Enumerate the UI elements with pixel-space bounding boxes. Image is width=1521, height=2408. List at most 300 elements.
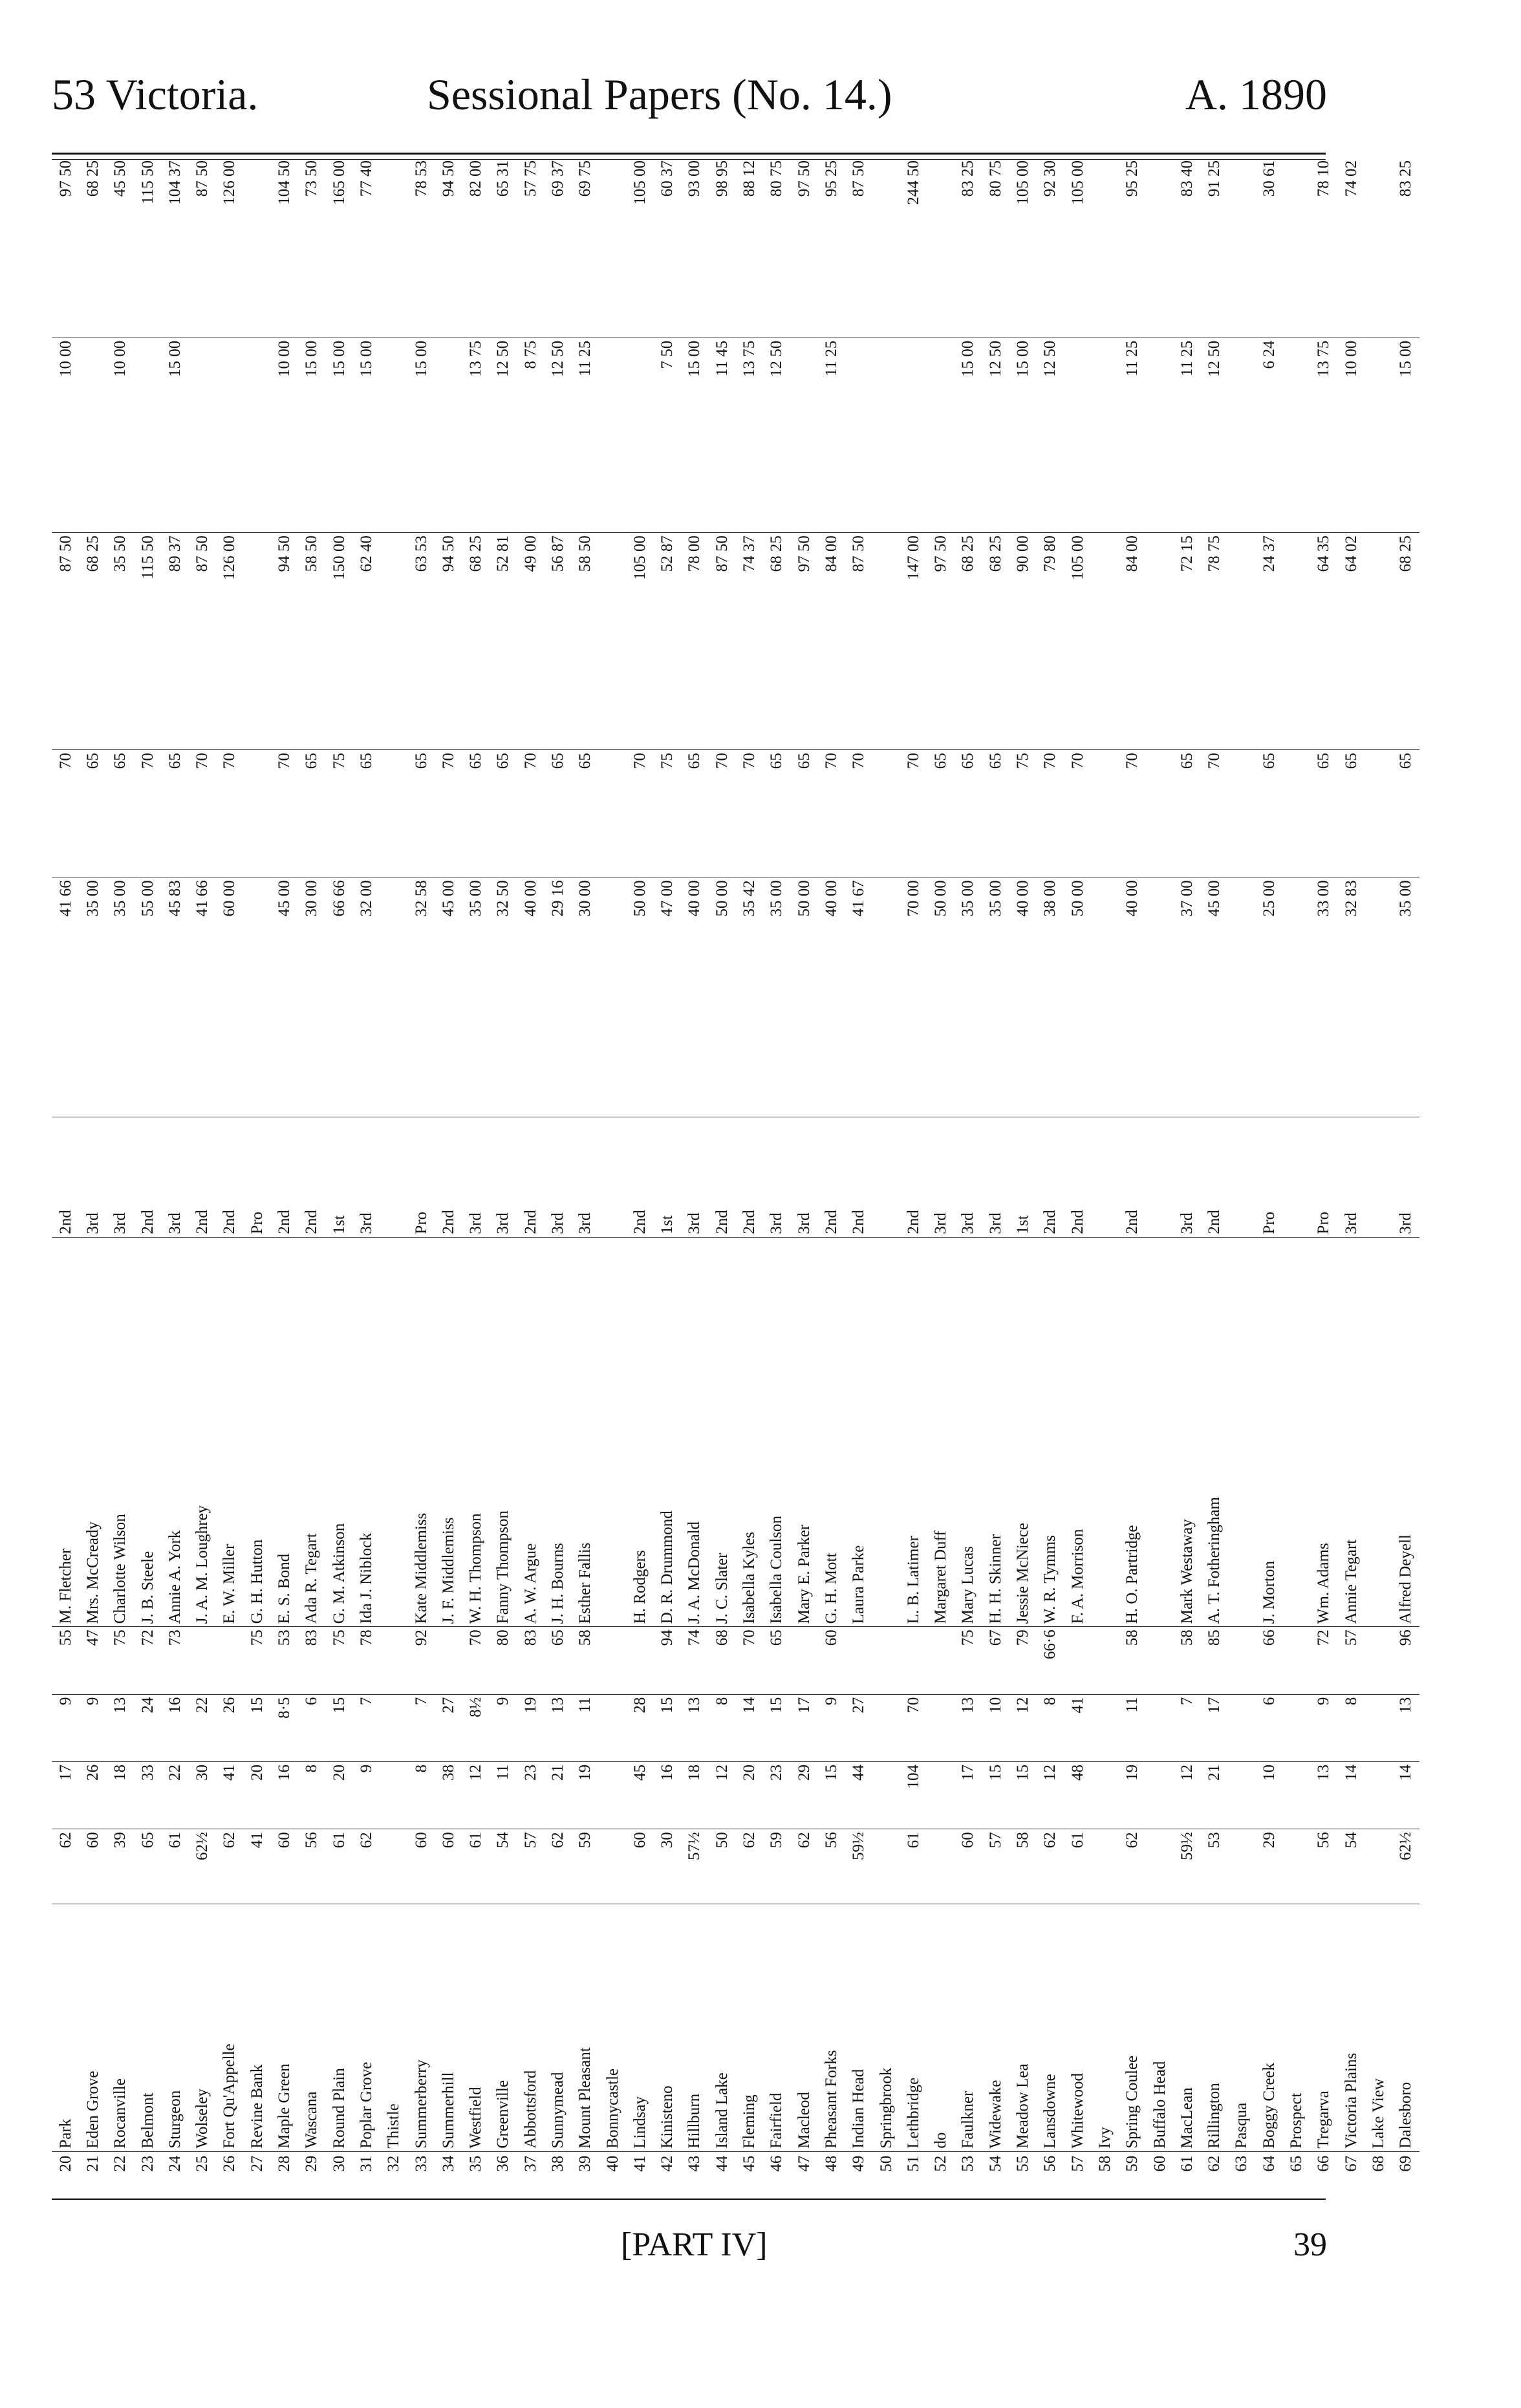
pupils-enrolled: 33: [134, 1761, 161, 1829]
table-row: [216, 158, 243, 2193]
teacher-name: [1146, 1237, 1173, 1627]
days-open: 50: [708, 1829, 735, 1904]
row-number: 68: [1369, 2155, 1387, 2172]
table-row: [134, 158, 161, 2193]
attendance-percent: 66: [1255, 1627, 1282, 1694]
total-grant: 244 50: [900, 158, 927, 338]
average-attendance: 8·5: [270, 1694, 297, 1761]
row-number: 35: [467, 2155, 485, 2172]
school-name: Thistle: [380, 1904, 407, 2151]
days-open: 62: [735, 1829, 762, 1904]
row-number: 37: [521, 2155, 539, 2172]
row-number: 30: [330, 2155, 348, 2172]
pupils-enrolled: 12: [462, 1761, 489, 1829]
average-attendance: 26: [216, 1694, 243, 1761]
average-attendance: 15: [243, 1694, 270, 1761]
certificate-class: Pro: [1255, 1117, 1282, 1237]
pupils-enrolled: 8: [407, 1761, 435, 1829]
table-row: [1009, 158, 1036, 2193]
total-grant: 80 75: [763, 158, 790, 338]
pupils-enrolled: 38: [435, 1761, 462, 1829]
attendance-percent: 68: [708, 1627, 735, 1694]
teacher-name: Alfred Deyell: [1392, 1237, 1419, 1627]
salary: [1146, 877, 1173, 1117]
row-number: 22: [111, 2155, 129, 2172]
table-row: [1091, 158, 1118, 2193]
attendance-percent: [380, 1627, 407, 1694]
additional-grant: 12 50: [1200, 338, 1227, 532]
days-open: 59: [763, 1829, 790, 1904]
rate: 65: [790, 750, 817, 877]
certificate-class: 2nd: [845, 1117, 872, 1237]
row-number: 47: [795, 2155, 813, 2172]
certificate-class: Pro: [407, 1117, 435, 1237]
row-number: 57: [1068, 2155, 1086, 2172]
days-open: 41: [243, 1829, 270, 1904]
total-grant: 69 75: [572, 158, 599, 338]
grant-amount: [1282, 533, 1310, 750]
average-attendance: 14: [735, 1694, 762, 1761]
row-number: 54: [986, 2155, 1004, 2172]
certificate-class: 2nd: [626, 1117, 653, 1237]
teacher-name: [1228, 1237, 1255, 1627]
school-name: do: [927, 1904, 955, 2151]
rate: 65: [982, 750, 1009, 877]
days-open: 30: [654, 1829, 681, 1904]
total-grant: [927, 158, 955, 338]
additional-grant: 11 45: [708, 338, 735, 532]
certificate-class: 1st: [325, 1117, 352, 1237]
additional-grant: 10 00: [1337, 338, 1365, 532]
pupils-enrolled: 26: [79, 1761, 106, 1829]
row-number: 48: [822, 2155, 840, 2172]
salary: 35 00: [955, 877, 982, 1117]
average-attendance: [927, 1694, 955, 1761]
days-open: [872, 1829, 900, 1904]
row-number: 34: [439, 2155, 457, 2172]
salary: 35 00: [982, 877, 1009, 1117]
row-number: 33: [412, 2155, 430, 2172]
attendance-percent: 73: [161, 1627, 188, 1694]
pupils-enrolled: 19: [572, 1761, 599, 1829]
average-attendance: 6: [1255, 1694, 1282, 1761]
additional-grant: 15 00: [407, 338, 435, 532]
additional-grant: [626, 338, 653, 532]
certificate-class: Pro: [1310, 1117, 1337, 1237]
rate: 70: [735, 750, 762, 877]
salary: 35 42: [735, 877, 762, 1117]
grant-amount: [1146, 533, 1173, 750]
running-head-right: A. 1890: [1185, 70, 1327, 119]
total-grant: 30 61: [1255, 158, 1282, 338]
days-open: 60: [270, 1829, 297, 1904]
rate: 70: [188, 750, 215, 877]
days-open: 53: [1200, 1829, 1227, 1904]
additional-grant: [380, 338, 407, 532]
average-attendance: 8: [1337, 1694, 1365, 1761]
attendance-percent: [872, 1627, 900, 1694]
salary: [1228, 877, 1255, 1117]
days-open: 56: [817, 1829, 845, 1904]
salary: 40 00: [681, 877, 708, 1117]
pupils-enrolled: 14: [1392, 1761, 1419, 1829]
grant-amount: 64 35: [1310, 533, 1337, 750]
teacher-name: J. A. McDonald: [681, 1237, 708, 1627]
pupils-enrolled: 12: [1173, 1761, 1200, 1829]
certificate-class: 2nd: [900, 1117, 927, 1237]
total-grant: 78 53: [407, 158, 435, 338]
total-grant: 82 00: [462, 158, 489, 338]
top-rule-thick: [52, 153, 1326, 155]
salary: 40 00: [817, 877, 845, 1117]
school-name: Faulkner: [955, 1904, 982, 2151]
school-name: Mount Pleasant: [572, 1904, 599, 2151]
grant-amount: 56 87: [544, 533, 571, 750]
total-grant: 105 00: [626, 158, 653, 338]
average-attendance: 8½: [462, 1694, 489, 1761]
teacher-name: [599, 1237, 626, 1627]
additional-grant: 15 00: [681, 338, 708, 532]
rate: 65: [927, 750, 955, 877]
average-attendance: [380, 1694, 407, 1761]
pupils-enrolled: [1282, 1761, 1310, 1829]
school-name: Pheasant Forks: [817, 1904, 845, 2151]
grant-amount: 97 50: [790, 533, 817, 750]
total-grant: 95 25: [1119, 158, 1146, 338]
rate: 65: [763, 750, 790, 877]
days-open: [1091, 1829, 1118, 1904]
pupils-enrolled: [872, 1761, 900, 1829]
rate: [380, 750, 407, 877]
additional-grant: [1091, 338, 1118, 532]
rate: 70: [435, 750, 462, 877]
school-name: Boggy Creek: [1255, 1904, 1282, 2151]
days-open: 61: [325, 1829, 352, 1904]
attendance-percent: 70: [462, 1627, 489, 1694]
table-row: [927, 158, 955, 2193]
grant-amount: 62 40: [352, 533, 380, 750]
row-number: 42: [658, 2155, 676, 2172]
grant-amount: 89 37: [161, 533, 188, 750]
attendance-percent: [1064, 1627, 1091, 1694]
attendance-percent: 83: [298, 1627, 325, 1694]
certificate-class: 2nd: [298, 1117, 325, 1237]
school-name: Fleming: [735, 1904, 762, 2151]
additional-grant: [872, 338, 900, 532]
school-name: Abbottsford: [517, 1904, 544, 2151]
school-name: Lethbridge: [900, 1904, 927, 2151]
row-number: 29: [303, 2155, 321, 2172]
additional-grant: 15 00: [1392, 338, 1419, 532]
additional-grant: 10 00: [52, 338, 79, 532]
teacher-name: A. T. Fotheringham: [1200, 1237, 1227, 1627]
table-row: [572, 158, 599, 2193]
salary: [1365, 877, 1392, 1117]
table-row: [380, 158, 407, 2193]
rate: 65: [1173, 750, 1200, 877]
days-open: 61: [900, 1829, 927, 1904]
teacher-name: [380, 1237, 407, 1627]
days-open: 29: [1255, 1829, 1282, 1904]
table-row: [599, 158, 626, 2193]
additional-grant: 15 00: [298, 338, 325, 532]
attendance-percent: 74: [681, 1627, 708, 1694]
school-name: Greenville: [490, 1904, 517, 2151]
school-name: Spring Coulee: [1119, 1904, 1146, 2151]
salary: 35 00: [1392, 877, 1419, 1117]
pupils-enrolled: 16: [270, 1761, 297, 1829]
days-open: 61: [462, 1829, 489, 1904]
teacher-name: Jessie McNiece: [1009, 1237, 1036, 1627]
salary: 35 00: [79, 877, 106, 1117]
pupils-enrolled: 15: [982, 1761, 1009, 1829]
additional-grant: [435, 338, 462, 532]
attendance-percent: 66·6: [1037, 1627, 1064, 1694]
total-grant: [872, 158, 900, 338]
rate: 70: [708, 750, 735, 877]
certificate-class: [1146, 1117, 1173, 1237]
total-grant: [1282, 158, 1310, 338]
average-attendance: [872, 1694, 900, 1761]
attendance-percent: 79: [1009, 1627, 1036, 1694]
total-grant: 88 12: [735, 158, 762, 338]
salary: 45 00: [270, 877, 297, 1117]
school-name: Meadow Lea: [1009, 1904, 1036, 2151]
days-open: 62: [1119, 1829, 1146, 1904]
total-grant: 83 25: [955, 158, 982, 338]
pupils-enrolled: 22: [161, 1761, 188, 1829]
teacher-name: G. H. Mott: [817, 1237, 845, 1627]
grant-amount: 68 25: [955, 533, 982, 750]
rate: 70: [52, 750, 79, 877]
days-open: 59½: [845, 1829, 872, 1904]
teacher-name: Charlotte Wilson: [107, 1237, 134, 1627]
teacher-name: Laura Parke: [845, 1237, 872, 1627]
days-open: [1146, 1829, 1173, 1904]
table-row: [352, 158, 380, 2193]
pupils-enrolled: 9: [352, 1761, 380, 1829]
pupils-enrolled: 13: [1310, 1761, 1337, 1829]
table-row: [982, 158, 1009, 2193]
table-row: [517, 158, 544, 2193]
grant-amount: 58 50: [298, 533, 325, 750]
rate: 75: [1009, 750, 1036, 877]
average-attendance: 15: [654, 1694, 681, 1761]
total-grant: [380, 158, 407, 338]
additional-grant: 12 50: [763, 338, 790, 532]
average-attendance: 11: [1119, 1694, 1146, 1761]
average-attendance: [599, 1694, 626, 1761]
school-name: Summerhill: [435, 1904, 462, 2151]
average-attendance: 28: [626, 1694, 653, 1761]
total-grant: 73 50: [298, 158, 325, 338]
pupils-enrolled: 48: [1064, 1761, 1091, 1829]
salary: 66 66: [325, 877, 352, 1117]
grant-amount: 74 37: [735, 533, 762, 750]
additional-grant: [79, 338, 106, 532]
pupils-enrolled: [380, 1761, 407, 1829]
teacher-name: E. S. Bond: [270, 1237, 297, 1627]
rate: 70: [216, 750, 243, 877]
table-row: [1064, 158, 1091, 2193]
certificate-class: 3rd: [955, 1117, 982, 1237]
rate: [1091, 750, 1118, 877]
pupils-enrolled: [1365, 1761, 1392, 1829]
rate: 75: [325, 750, 352, 877]
table-row: [462, 158, 489, 2193]
days-open: [927, 1829, 955, 1904]
salary: 50 00: [708, 877, 735, 1117]
additional-grant: 11 25: [1119, 338, 1146, 532]
pupils-enrolled: 23: [517, 1761, 544, 1829]
attendance-percent: [927, 1627, 955, 1694]
additional-grant: [599, 338, 626, 532]
average-attendance: 7: [352, 1694, 380, 1761]
grant-amount: 52 81: [490, 533, 517, 750]
certificate-class: 3rd: [681, 1117, 708, 1237]
rate: 70: [626, 750, 653, 877]
rate: [599, 750, 626, 877]
rate: [872, 750, 900, 877]
table-row: [1337, 158, 1365, 2193]
teacher-name: J. Morton: [1255, 1237, 1282, 1627]
additional-grant: 15 00: [1009, 338, 1036, 532]
days-open: 56: [1310, 1829, 1337, 1904]
grant-amount: 52 87: [654, 533, 681, 750]
additional-grant: 15 00: [955, 338, 982, 532]
attendance-percent: 58: [1173, 1627, 1200, 1694]
school-name: Eden Grove: [79, 1904, 106, 2151]
school-name: Tregarva: [1310, 1904, 1337, 2151]
school-name: Widewake: [982, 1904, 1009, 2151]
table-row: [325, 158, 352, 2193]
table-row: [1146, 158, 1173, 2193]
grant-amount: 90 00: [1009, 533, 1036, 750]
total-grant: 80 75: [982, 158, 1009, 338]
grant-amount: 78 00: [681, 533, 708, 750]
certificate-class: 2nd: [1037, 1117, 1064, 1237]
grant-amount: [599, 533, 626, 750]
row-number: 49: [850, 2155, 868, 2172]
additional-grant: [1146, 338, 1173, 532]
pupils-enrolled: 15: [1009, 1761, 1036, 1829]
additional-grant: 11 25: [1173, 338, 1200, 532]
total-grant: 45 50: [107, 158, 134, 338]
average-attendance: 70: [900, 1694, 927, 1761]
salary: 45 00: [1200, 877, 1227, 1117]
pupils-enrolled: [599, 1761, 626, 1829]
attendance-percent: [435, 1627, 462, 1694]
attendance-percent: 75: [243, 1627, 270, 1694]
table-row: [1037, 158, 1064, 2193]
additional-grant: 13 75: [1310, 338, 1337, 532]
row-number: 21: [83, 2155, 102, 2172]
pupils-enrolled: 17: [955, 1761, 982, 1829]
total-grant: 77 40: [352, 158, 380, 338]
table-row: [1200, 158, 1227, 2193]
row-number: 31: [357, 2155, 375, 2172]
teacher-name: [1365, 1237, 1392, 1627]
table-row: [1255, 158, 1282, 2193]
pupils-enrolled: 14: [1337, 1761, 1365, 1829]
salary: 50 00: [927, 877, 955, 1117]
rate: 65: [955, 750, 982, 877]
salary: 41 66: [52, 877, 79, 1117]
bottom-rule: [52, 2198, 1326, 2200]
grant-amount: 94 50: [270, 533, 297, 750]
school-name: Ivy: [1091, 1904, 1118, 2151]
school-name: Bonnycastle: [599, 1904, 626, 2151]
additional-grant: 15 00: [352, 338, 380, 532]
average-attendance: 10: [982, 1694, 1009, 1761]
running-head-left: 53 Victoria.: [52, 70, 259, 119]
row-number: 65: [1288, 2155, 1305, 2172]
salary: 41 67: [845, 877, 872, 1117]
average-attendance: 11: [572, 1694, 599, 1761]
rate: 65: [107, 750, 134, 877]
certificate-class: 2nd: [188, 1117, 215, 1237]
table-row: [270, 158, 297, 2193]
certificate-class: 2nd: [1064, 1117, 1091, 1237]
attendance-percent: [188, 1627, 215, 1694]
school-name: Dalesboro: [1392, 1904, 1419, 2151]
attendance-percent: [900, 1627, 927, 1694]
row-number: 58: [1095, 2155, 1114, 2172]
certificate-class: 2nd: [134, 1117, 161, 1237]
attendance-percent: 96: [1392, 1627, 1419, 1694]
running-head-center: Sessional Papers (No. 14.): [427, 70, 892, 119]
average-attendance: 15: [325, 1694, 352, 1761]
rate: 65: [572, 750, 599, 877]
salary: [1282, 877, 1310, 1117]
rate: 70: [1037, 750, 1064, 877]
days-open: [1282, 1829, 1310, 1904]
row-number: 44: [713, 2155, 731, 2172]
salary: [243, 877, 270, 1117]
grant-amount: 68 25: [79, 533, 106, 750]
certificate-class: 3rd: [982, 1117, 1009, 1237]
additional-grant: 12 50: [1037, 338, 1064, 532]
pupils-enrolled: 19: [1119, 1761, 1146, 1829]
certificate-class: 3rd: [1173, 1117, 1200, 1237]
table-row: [435, 158, 462, 2193]
rate: 70: [134, 750, 161, 877]
attendance-percent: [1365, 1627, 1392, 1694]
table-row: [654, 158, 681, 2193]
row-number: 52: [932, 2155, 950, 2172]
days-open: 57½: [681, 1829, 708, 1904]
table-row: [1282, 158, 1310, 2193]
attendance-percent: 55: [52, 1627, 79, 1694]
rate: 70: [1064, 750, 1091, 877]
additional-grant: 15 00: [325, 338, 352, 532]
rate: 65: [1310, 750, 1337, 877]
salary: 38 00: [1037, 877, 1064, 1117]
average-attendance: 9: [79, 1694, 106, 1761]
pupils-enrolled: 20: [243, 1761, 270, 1829]
rate: 65: [462, 750, 489, 877]
attendance-percent: 65: [763, 1627, 790, 1694]
school-name: Indian Head: [845, 1904, 872, 2151]
ledger-body: [52, 158, 1419, 2193]
row-number: 59: [1123, 2155, 1141, 2172]
table-row: [490, 158, 517, 2193]
pupils-enrolled: 29: [790, 1761, 817, 1829]
certificate-class: [1365, 1117, 1392, 1237]
table-row: [845, 158, 872, 2193]
salary: 41 66: [188, 877, 215, 1117]
rate: [243, 750, 270, 877]
